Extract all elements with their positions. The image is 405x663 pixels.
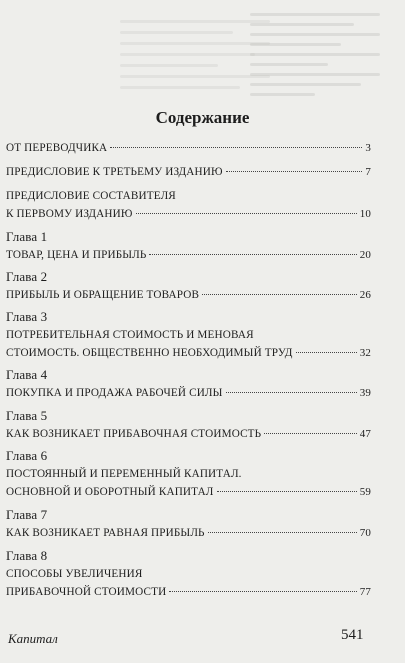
dot-leader: [149, 254, 356, 255]
toc-page-number: 77: [359, 586, 371, 598]
show-through-text: [120, 12, 270, 107]
toc-entry-title: КАК ВОЗНИКАЕТ РАВНАЯ ПРИБЫЛЬ: [6, 527, 205, 539]
toc-page-number: 39: [359, 387, 371, 399]
toc-page-number: 3: [365, 142, 371, 154]
toc-page-number: 26: [359, 289, 371, 301]
chapter-heading: Глава 2: [6, 269, 48, 284]
toc-entry-title: ПРЕДИСЛОВИЕ К ТРЕТЬЕМУ ИЗДАНИЮ: [6, 166, 223, 178]
dot-leader: [226, 392, 357, 393]
toc-page-number: 70: [359, 527, 371, 539]
dot-leader: [169, 591, 356, 592]
toc-entry-title: ТОВАР, ЦЕНА И ПРИБЫЛЬ: [6, 249, 147, 261]
toc-line: [6, 425, 371, 443]
toc-entry-title: К ПЕРВОМУ ИЗДАНИЮ: [6, 208, 133, 220]
toc-entry: [6, 547, 371, 601]
toc-entry: [6, 268, 371, 304]
toc-entry-title: ПОСТОЯННЫЙ И ПЕРЕМЕННЫЙ КАПИТАЛ.: [6, 468, 242, 480]
toc-line: [6, 163, 371, 181]
dot-leader: [110, 147, 362, 148]
toc-entry-title: ПРЕДИСЛОВИЕ СОСТАВИТЕЛЯ: [6, 190, 176, 202]
toc-entry-title: ПРИБЫЛЬ И ОБРАЩЕНИЕ ТОВАРОВ: [6, 289, 200, 301]
running-footer-title: Капитал: [8, 631, 58, 646]
toc-entry: [6, 447, 371, 501]
toc-entry-title: СТОИМОСТЬ. ОБЩЕСТВЕННО НЕОБХОДИМЫЙ ТРУД: [6, 347, 293, 359]
toc-entry-title: ОТ ПЕРЕВОДЧИКА: [6, 142, 108, 154]
table-of-contents: [6, 139, 371, 601]
dot-leader: [296, 352, 357, 353]
toc-entry: [6, 228, 371, 264]
toc-entry-title: ПОТРЕБИТЕЛЬНАЯ СТОИМОСТЬ И МЕНОВАЯ: [6, 329, 254, 341]
toc-entry-title: ПРИБАВОЧНОЙ СТОИМОСТИ: [6, 586, 167, 598]
chapter-heading: Глава 3: [6, 309, 48, 324]
toc-entry: [6, 187, 371, 223]
toc-entry: [6, 139, 371, 157]
toc-line: [6, 139, 371, 157]
toc-page-number: 32: [359, 347, 371, 359]
dot-leader: [226, 171, 363, 172]
chapter-heading: Глава 8: [6, 548, 48, 563]
dot-leader: [264, 433, 356, 434]
toc-page-number: 47: [359, 428, 371, 440]
toc-entry: [6, 163, 371, 181]
dot-leader: [208, 532, 357, 533]
chapter-heading: Глава 7: [6, 507, 48, 522]
dot-leader: [136, 213, 357, 214]
toc-line: [6, 286, 371, 304]
toc-entry-title: СПОСОБЫ УВЕЛИЧЕНИЯ: [6, 568, 143, 580]
dot-leader: [202, 294, 357, 295]
toc-entry-title: ОСНОВНОЙ И ОБОРОТНЫЙ КАПИТАЛ: [6, 486, 214, 498]
chapter-heading: Глава 6: [6, 448, 48, 463]
chapter-heading: Глава 4: [6, 367, 48, 382]
page-number: 541: [341, 627, 364, 643]
toc-entry: [6, 506, 371, 542]
toc-line: [6, 384, 371, 402]
toc-entry-title: ПОКУПКА И ПРОДАЖА РАБОЧЕЙ СИЛЫ: [6, 387, 223, 399]
toc-page-number: 10: [359, 208, 371, 220]
page-title: Содержание: [155, 108, 250, 127]
chapter-heading: Глава 1: [6, 229, 48, 244]
toc-page-number: 20: [359, 249, 371, 261]
toc-entry: [6, 366, 371, 402]
chapter-heading: Глава 5: [6, 408, 48, 423]
toc-page-number: 59: [359, 486, 371, 498]
dot-leader: [217, 491, 357, 492]
toc-line: [6, 524, 371, 542]
toc-line: [6, 246, 371, 264]
toc-line: [6, 205, 371, 223]
toc-line: [6, 483, 371, 501]
toc-line: [6, 344, 371, 362]
toc-entry-title: КАК ВОЗНИКАЕТ ПРИБАВОЧНАЯ СТОИМОСТЬ: [6, 428, 262, 440]
toc-entry: [6, 308, 371, 362]
toc-page-number: 7: [365, 166, 371, 178]
toc-entry: [6, 407, 371, 443]
toc-line: [6, 583, 371, 601]
